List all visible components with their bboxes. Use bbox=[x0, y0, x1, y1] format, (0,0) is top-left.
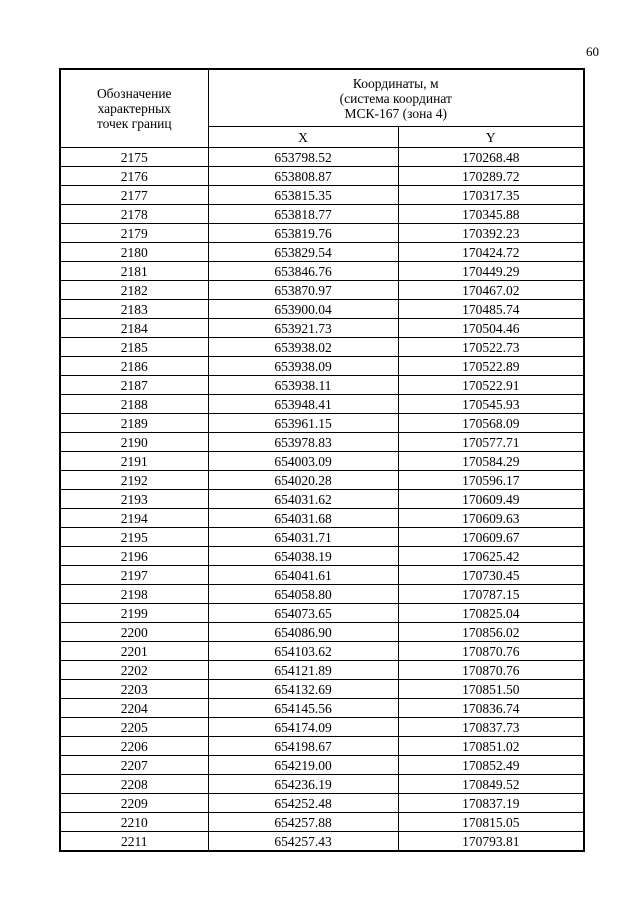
point-id-cell: 2204 bbox=[60, 699, 208, 718]
page-number: 60 bbox=[586, 44, 599, 59]
x-coordinate-cell: 653846.76 bbox=[208, 262, 398, 281]
point-id-cell: 2197 bbox=[60, 566, 208, 585]
x-coordinate-cell: 654174.09 bbox=[208, 718, 398, 737]
point-id-cell: 2209 bbox=[60, 794, 208, 813]
table-row bbox=[60, 224, 584, 243]
y-coordinate-cell: 170837.73 bbox=[398, 718, 584, 737]
y-coordinate-cell: 170545.93 bbox=[398, 395, 584, 414]
x-coordinate-cell: 653818.77 bbox=[208, 205, 398, 224]
y-coordinate-cell: 170851.02 bbox=[398, 737, 584, 756]
y-coordinate-cell: 170856.02 bbox=[398, 623, 584, 642]
x-coordinate-cell: 654031.71 bbox=[208, 528, 398, 547]
header-coordinates: Координаты, м (система координат МСК-167 (зона 4) bbox=[208, 69, 584, 127]
y-coordinate-cell: 170793.81 bbox=[398, 832, 584, 852]
x-coordinate-cell: 654145.56 bbox=[208, 699, 398, 718]
x-coordinate-cell: 654086.90 bbox=[208, 623, 398, 642]
y-coordinate-cell: 170392.23 bbox=[398, 224, 584, 243]
y-coordinate-cell: 170609.67 bbox=[398, 528, 584, 547]
point-id-cell: 2189 bbox=[60, 414, 208, 433]
point-id-cell: 2206 bbox=[60, 737, 208, 756]
point-id-cell: 2193 bbox=[60, 490, 208, 509]
x-coordinate-cell: 653808.87 bbox=[208, 167, 398, 186]
x-coordinate-cell: 654031.62 bbox=[208, 490, 398, 509]
point-id-cell: 2191 bbox=[60, 452, 208, 471]
table-row bbox=[60, 205, 584, 224]
y-coordinate-cell: 170596.17 bbox=[398, 471, 584, 490]
point-id-cell: 2196 bbox=[60, 547, 208, 566]
table-row bbox=[60, 661, 584, 680]
point-id-cell: 2203 bbox=[60, 680, 208, 699]
table-row bbox=[60, 699, 584, 718]
y-coordinate-cell: 170825.04 bbox=[398, 604, 584, 623]
table-row bbox=[60, 281, 584, 300]
y-coordinate-cell: 170852.49 bbox=[398, 756, 584, 775]
point-id-cell: 2184 bbox=[60, 319, 208, 338]
y-coordinate-cell: 170787.15 bbox=[398, 585, 584, 604]
table-row bbox=[60, 452, 584, 471]
y-coordinate-cell: 170424.72 bbox=[398, 243, 584, 262]
y-coordinate-cell: 170522.73 bbox=[398, 338, 584, 357]
x-coordinate-cell: 654198.67 bbox=[208, 737, 398, 756]
x-coordinate-cell: 653815.35 bbox=[208, 186, 398, 205]
x-coordinate-cell: 653938.11 bbox=[208, 376, 398, 395]
point-id-cell: 2205 bbox=[60, 718, 208, 737]
table-row bbox=[60, 756, 584, 775]
x-coordinate-cell: 653829.54 bbox=[208, 243, 398, 262]
table-row bbox=[60, 357, 584, 376]
point-id-cell: 2175 bbox=[60, 148, 208, 167]
y-coordinate-cell: 170836.74 bbox=[398, 699, 584, 718]
point-id-cell: 2192 bbox=[60, 471, 208, 490]
table-row bbox=[60, 585, 584, 604]
table-body bbox=[60, 148, 584, 852]
header-y: Y bbox=[398, 127, 584, 148]
y-coordinate-cell: 170609.49 bbox=[398, 490, 584, 509]
point-id-cell: 2198 bbox=[60, 585, 208, 604]
point-id-cell: 2186 bbox=[60, 357, 208, 376]
point-id-cell: 2183 bbox=[60, 300, 208, 319]
point-id-cell: 2181 bbox=[60, 262, 208, 281]
table-row bbox=[60, 300, 584, 319]
point-id-cell: 2179 bbox=[60, 224, 208, 243]
table-row bbox=[60, 604, 584, 623]
table-row bbox=[60, 490, 584, 509]
x-coordinate-cell: 653798.52 bbox=[208, 148, 398, 167]
x-coordinate-cell: 653819.76 bbox=[208, 224, 398, 243]
y-coordinate-cell: 170730.45 bbox=[398, 566, 584, 585]
y-coordinate-cell: 170522.89 bbox=[398, 357, 584, 376]
x-coordinate-cell: 654003.09 bbox=[208, 452, 398, 471]
table-row bbox=[60, 148, 584, 167]
x-coordinate-cell: 653900.04 bbox=[208, 300, 398, 319]
x-coordinate-cell: 654058.80 bbox=[208, 585, 398, 604]
table-row bbox=[60, 680, 584, 699]
y-coordinate-cell: 170849.52 bbox=[398, 775, 584, 794]
x-coordinate-cell: 654020.28 bbox=[208, 471, 398, 490]
x-coordinate-cell: 654121.89 bbox=[208, 661, 398, 680]
y-coordinate-cell: 170870.76 bbox=[398, 642, 584, 661]
x-coordinate-cell: 654103.62 bbox=[208, 642, 398, 661]
x-coordinate-cell: 653938.02 bbox=[208, 338, 398, 357]
table-row bbox=[60, 186, 584, 205]
table-row bbox=[60, 832, 584, 852]
point-id-cell: 2187 bbox=[60, 376, 208, 395]
y-coordinate-cell: 170449.29 bbox=[398, 262, 584, 281]
x-coordinate-cell: 653961.15 bbox=[208, 414, 398, 433]
table-row bbox=[60, 243, 584, 262]
x-coordinate-cell: 654257.88 bbox=[208, 813, 398, 832]
y-coordinate-cell: 170522.91 bbox=[398, 376, 584, 395]
point-id-cell: 2182 bbox=[60, 281, 208, 300]
y-coordinate-cell: 170625.42 bbox=[398, 547, 584, 566]
x-coordinate-cell: 653921.73 bbox=[208, 319, 398, 338]
x-coordinate-cell: 653938.09 bbox=[208, 357, 398, 376]
point-id-cell: 2185 bbox=[60, 338, 208, 357]
point-id-cell: 2177 bbox=[60, 186, 208, 205]
y-coordinate-cell: 170568.09 bbox=[398, 414, 584, 433]
coordinates-table bbox=[59, 68, 585, 852]
point-id-cell: 2201 bbox=[60, 642, 208, 661]
y-coordinate-cell: 170577.71 bbox=[398, 433, 584, 452]
table-row bbox=[60, 433, 584, 452]
y-coordinate-cell: 170584.29 bbox=[398, 452, 584, 471]
y-coordinate-cell: 170467.02 bbox=[398, 281, 584, 300]
x-coordinate-cell: 653978.83 bbox=[208, 433, 398, 452]
point-id-cell: 2199 bbox=[60, 604, 208, 623]
point-id-cell: 2178 bbox=[60, 205, 208, 224]
x-coordinate-cell: 654041.61 bbox=[208, 566, 398, 585]
point-id-cell: 2211 bbox=[60, 832, 208, 852]
y-coordinate-cell: 170289.72 bbox=[398, 167, 584, 186]
point-id-cell: 2207 bbox=[60, 756, 208, 775]
y-coordinate-cell: 170870.76 bbox=[398, 661, 584, 680]
point-id-cell: 2176 bbox=[60, 167, 208, 186]
x-coordinate-cell: 654038.19 bbox=[208, 547, 398, 566]
point-id-cell: 2194 bbox=[60, 509, 208, 528]
point-id-cell: 2210 bbox=[60, 813, 208, 832]
point-id-cell: 2190 bbox=[60, 433, 208, 452]
x-coordinate-cell: 653948.41 bbox=[208, 395, 398, 414]
y-coordinate-cell: 170609.63 bbox=[398, 509, 584, 528]
table-row bbox=[60, 794, 584, 813]
y-coordinate-cell: 170317.35 bbox=[398, 186, 584, 205]
header-x: X bbox=[208, 127, 398, 148]
x-coordinate-cell: 654236.19 bbox=[208, 775, 398, 794]
y-coordinate-cell: 170851.50 bbox=[398, 680, 584, 699]
table-row bbox=[60, 167, 584, 186]
x-coordinate-cell: 653870.97 bbox=[208, 281, 398, 300]
table-row bbox=[60, 376, 584, 395]
table-row bbox=[60, 414, 584, 433]
point-id-cell: 2208 bbox=[60, 775, 208, 794]
table-row bbox=[60, 262, 584, 281]
x-coordinate-cell: 654257.43 bbox=[208, 832, 398, 852]
y-coordinate-cell: 170345.88 bbox=[398, 205, 584, 224]
table-row bbox=[60, 718, 584, 737]
y-coordinate-cell: 170815.05 bbox=[398, 813, 584, 832]
x-coordinate-cell: 654219.00 bbox=[208, 756, 398, 775]
point-id-cell: 2195 bbox=[60, 528, 208, 547]
table-row bbox=[60, 642, 584, 661]
y-coordinate-cell: 170504.46 bbox=[398, 319, 584, 338]
x-coordinate-cell: 654073.65 bbox=[208, 604, 398, 623]
table-row bbox=[60, 395, 584, 414]
x-coordinate-cell: 654031.68 bbox=[208, 509, 398, 528]
table-row bbox=[60, 338, 584, 357]
table-row bbox=[60, 566, 584, 585]
table-row bbox=[60, 509, 584, 528]
point-id-cell: 2180 bbox=[60, 243, 208, 262]
y-coordinate-cell: 170837.19 bbox=[398, 794, 584, 813]
point-id-cell: 2202 bbox=[60, 661, 208, 680]
table-row bbox=[60, 471, 584, 490]
table-row bbox=[60, 547, 584, 566]
table-row bbox=[60, 813, 584, 832]
point-id-cell: 2200 bbox=[60, 623, 208, 642]
x-coordinate-cell: 654132.69 bbox=[208, 680, 398, 699]
table-row bbox=[60, 775, 584, 794]
y-coordinate-cell: 170485.74 bbox=[398, 300, 584, 319]
x-coordinate-cell: 654252.48 bbox=[208, 794, 398, 813]
table-row bbox=[60, 528, 584, 547]
table-row bbox=[60, 319, 584, 338]
point-id-cell: 2188 bbox=[60, 395, 208, 414]
table-row bbox=[60, 737, 584, 756]
y-coordinate-cell: 170268.48 bbox=[398, 148, 584, 167]
table-row bbox=[60, 623, 584, 642]
header-point-designation: Обозначение характерных точек границ bbox=[60, 69, 208, 148]
